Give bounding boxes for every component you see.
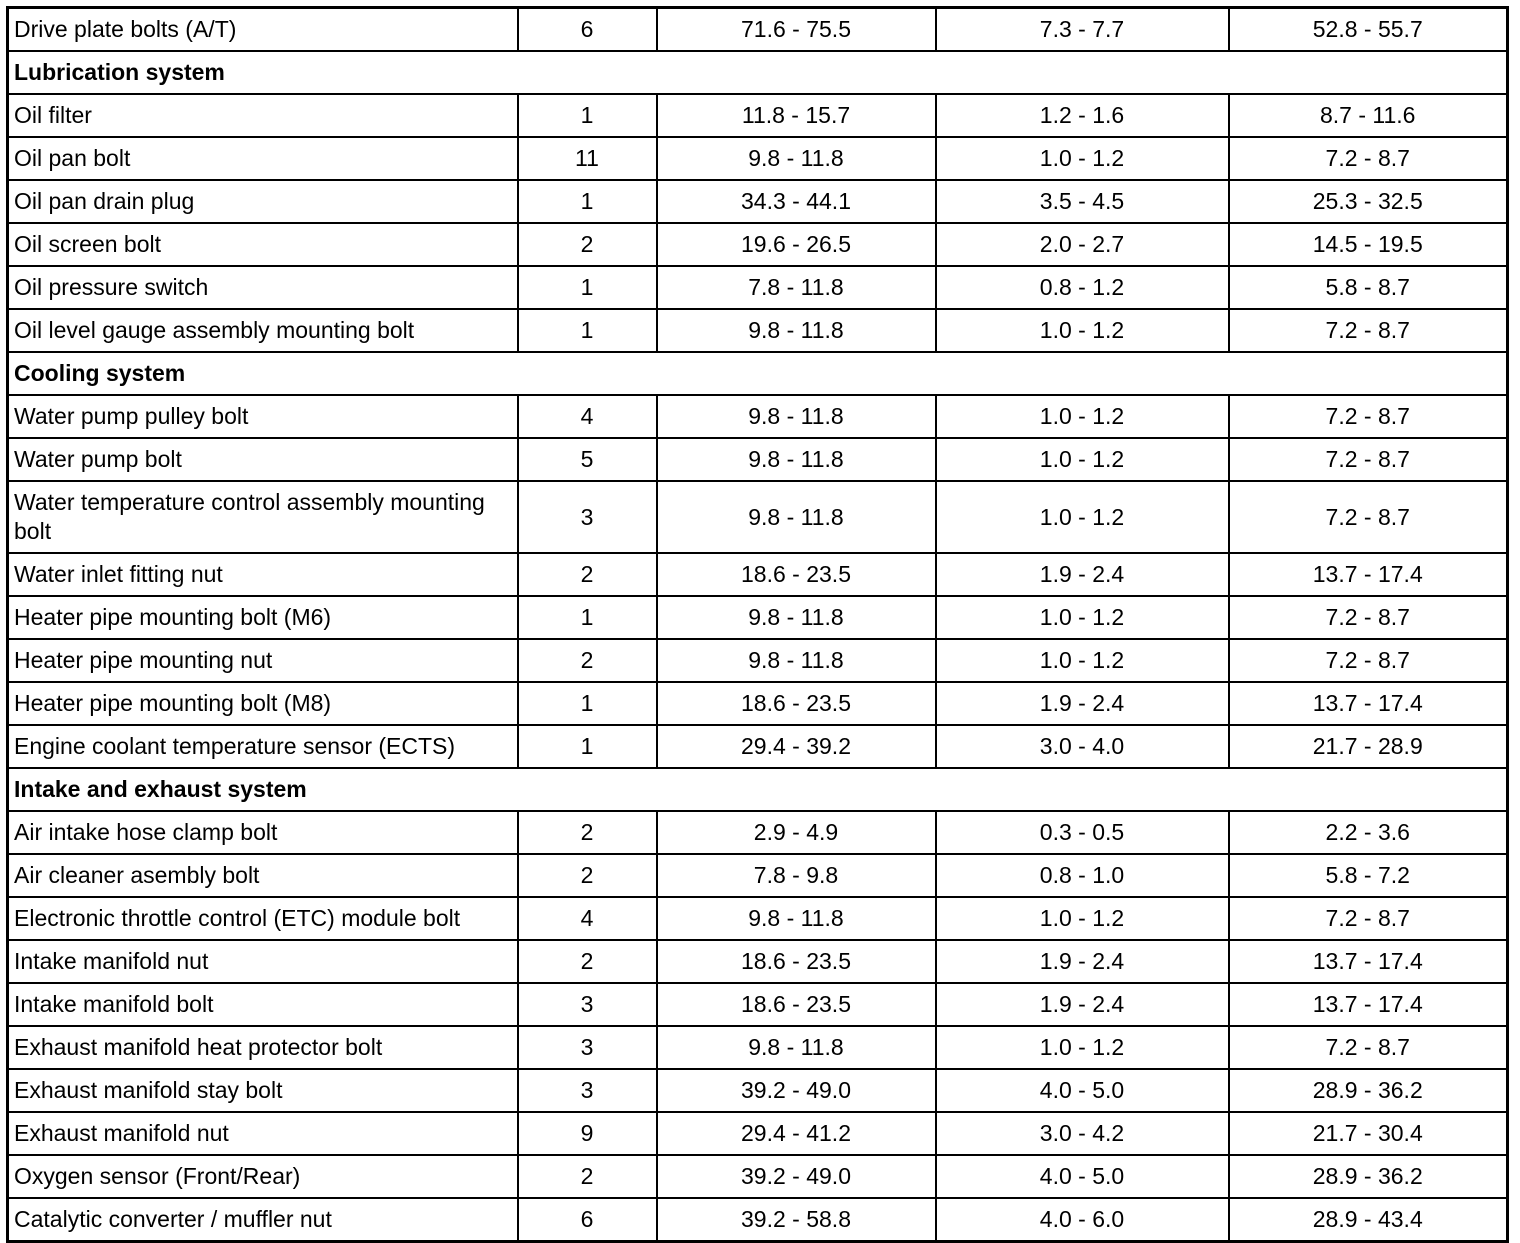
torque-nm-cell: 9.8 - 11.8	[657, 639, 936, 682]
torque-kgfm-cell: 1.0 - 1.2	[936, 897, 1229, 940]
torque-lbft-cell: 13.7 - 17.4	[1229, 553, 1508, 596]
quantity-cell: 11	[518, 137, 657, 180]
torque-lbft-cell: 7.2 - 8.7	[1229, 309, 1508, 352]
torque-lbft-cell: 13.7 - 17.4	[1229, 682, 1508, 725]
torque-nm-cell: 18.6 - 23.5	[657, 940, 936, 983]
quantity-cell: 2	[518, 854, 657, 897]
torque-nm-cell: 39.2 - 49.0	[657, 1155, 936, 1198]
table-row	[8, 1112, 1508, 1155]
item-name-cell: Water inlet fitting nut	[8, 553, 518, 596]
torque-nm-cell: 18.6 - 23.5	[657, 983, 936, 1026]
table-row	[8, 854, 1508, 897]
section-title: Cooling system	[8, 352, 1508, 395]
torque-kgfm-cell: 1.0 - 1.2	[936, 137, 1229, 180]
torque-kgfm-cell: 1.0 - 1.2	[936, 1026, 1229, 1069]
torque-nm-cell: 7.8 - 9.8	[657, 854, 936, 897]
torque-kgfm-cell: 1.0 - 1.2	[936, 438, 1229, 481]
torque-nm-cell: 7.8 - 11.8	[657, 266, 936, 309]
section-title: Lubrication system	[8, 51, 1508, 94]
torque-lbft-cell: 7.2 - 8.7	[1229, 1026, 1508, 1069]
torque-nm-cell: 9.8 - 11.8	[657, 395, 936, 438]
item-name-cell: Intake manifold bolt	[8, 983, 518, 1026]
table-row	[8, 725, 1508, 768]
item-name-cell: Engine coolant temperature sensor (ECTS)	[8, 725, 518, 768]
table-row	[8, 266, 1508, 309]
section-header-row	[8, 352, 1508, 395]
table-row	[8, 1198, 1508, 1242]
torque-kgfm-cell: 0.8 - 1.0	[936, 854, 1229, 897]
torque-kgfm-cell: 1.0 - 1.2	[936, 395, 1229, 438]
table-row	[8, 94, 1508, 137]
torque-kgfm-cell: 1.0 - 1.2	[936, 596, 1229, 639]
torque-lbft-cell: 13.7 - 17.4	[1229, 983, 1508, 1026]
table-row	[8, 897, 1508, 940]
torque-lbft-cell: 28.9 - 36.2	[1229, 1155, 1508, 1198]
torque-nm-cell: 9.8 - 11.8	[657, 438, 936, 481]
torque-kgfm-cell: 0.3 - 0.5	[936, 811, 1229, 854]
torque-nm-cell: 2.9 - 4.9	[657, 811, 936, 854]
table-row	[8, 1155, 1508, 1198]
table-row	[8, 180, 1508, 223]
table-row	[8, 8, 1508, 52]
torque-lbft-cell: 7.2 - 8.7	[1229, 639, 1508, 682]
quantity-cell: 3	[518, 1069, 657, 1112]
quantity-cell: 1	[518, 725, 657, 768]
torque-kgfm-cell: 1.9 - 2.4	[936, 682, 1229, 725]
table-row	[8, 553, 1508, 596]
item-name-cell: Heater pipe mounting bolt (M8)	[8, 682, 518, 725]
quantity-cell: 1	[518, 596, 657, 639]
quantity-cell: 2	[518, 223, 657, 266]
torque-kgfm-cell: 1.9 - 2.4	[936, 553, 1229, 596]
table-row	[8, 682, 1508, 725]
torque-kgfm-cell: 1.0 - 1.2	[936, 481, 1229, 553]
quantity-cell: 2	[518, 639, 657, 682]
table-row	[8, 481, 1508, 553]
item-name-cell: Oil screen bolt	[8, 223, 518, 266]
item-name-cell: Air intake hose clamp bolt	[8, 811, 518, 854]
table-row	[8, 309, 1508, 352]
section-header-row	[8, 768, 1508, 811]
item-name-cell: Exhaust manifold nut	[8, 1112, 518, 1155]
quantity-cell: 2	[518, 553, 657, 596]
item-name-cell: Oil level gauge assembly mounting bolt	[8, 309, 518, 352]
item-name-cell: Air cleaner asembly bolt	[8, 854, 518, 897]
item-name-cell: Oil pan bolt	[8, 137, 518, 180]
torque-lbft-cell: 5.8 - 8.7	[1229, 266, 1508, 309]
quantity-cell: 4	[518, 897, 657, 940]
torque-nm-cell: 39.2 - 58.8	[657, 1198, 936, 1242]
item-name-cell: Water temperature control assembly mounting bolt	[8, 481, 518, 553]
item-name-cell: Catalytic converter / muffler nut	[8, 1198, 518, 1242]
torque-nm-cell: 9.8 - 11.8	[657, 897, 936, 940]
torque-kgfm-cell: 3.0 - 4.2	[936, 1112, 1229, 1155]
torque-lbft-cell: 14.5 - 19.5	[1229, 223, 1508, 266]
torque-nm-cell: 9.8 - 11.8	[657, 596, 936, 639]
item-name-cell: Exhaust manifold stay bolt	[8, 1069, 518, 1112]
torque-nm-cell: 34.3 - 44.1	[657, 180, 936, 223]
item-name-cell: Water pump bolt	[8, 438, 518, 481]
table-row	[8, 1069, 1508, 1112]
torque-lbft-cell: 7.2 - 8.7	[1229, 395, 1508, 438]
item-name-cell: Oil pan drain plug	[8, 180, 518, 223]
table-row	[8, 438, 1508, 481]
item-name-cell: Electronic throttle control (ETC) module bolt	[8, 897, 518, 940]
table-row	[8, 940, 1508, 983]
torque-lbft-cell: 25.3 - 32.5	[1229, 180, 1508, 223]
torque-lbft-cell: 7.2 - 8.7	[1229, 596, 1508, 639]
torque-kgfm-cell: 0.8 - 1.2	[936, 266, 1229, 309]
torque-lbft-cell: 7.2 - 8.7	[1229, 481, 1508, 553]
torque-lbft-cell: 5.8 - 7.2	[1229, 854, 1508, 897]
quantity-cell: 5	[518, 438, 657, 481]
torque-kgfm-cell: 1.0 - 1.2	[936, 309, 1229, 352]
torque-nm-cell: 29.4 - 41.2	[657, 1112, 936, 1155]
table-row	[8, 137, 1508, 180]
quantity-cell: 6	[518, 1198, 657, 1242]
quantity-cell: 2	[518, 940, 657, 983]
torque-nm-cell: 9.8 - 11.8	[657, 309, 936, 352]
table-row	[8, 811, 1508, 854]
quantity-cell: 6	[518, 8, 657, 52]
table-row	[8, 639, 1508, 682]
torque-lbft-cell: 13.7 - 17.4	[1229, 940, 1508, 983]
torque-lbft-cell: 21.7 - 28.9	[1229, 725, 1508, 768]
torque-nm-cell: 71.6 - 75.5	[657, 8, 936, 52]
quantity-cell: 9	[518, 1112, 657, 1155]
torque-kgfm-cell: 1.9 - 2.4	[936, 940, 1229, 983]
item-name-cell: Heater pipe mounting nut	[8, 639, 518, 682]
torque-nm-cell: 19.6 - 26.5	[657, 223, 936, 266]
item-name-cell: Oil pressure switch	[8, 266, 518, 309]
torque-kgfm-cell: 4.0 - 6.0	[936, 1198, 1229, 1242]
torque-kgfm-cell: 1.2 - 1.6	[936, 94, 1229, 137]
torque-spec-table	[6, 6, 1509, 1243]
item-name-cell: Water pump pulley bolt	[8, 395, 518, 438]
section-header-row	[8, 51, 1508, 94]
item-name-cell: Heater pipe mounting bolt (M6)	[8, 596, 518, 639]
quantity-cell: 3	[518, 1026, 657, 1069]
torque-lbft-cell: 8.7 - 11.6	[1229, 94, 1508, 137]
quantity-cell: 3	[518, 481, 657, 553]
torque-nm-cell: 29.4 - 39.2	[657, 725, 936, 768]
torque-lbft-cell: 21.7 - 30.4	[1229, 1112, 1508, 1155]
item-name-cell: Oil filter	[8, 94, 518, 137]
item-name-cell: Exhaust manifold heat protector bolt	[8, 1026, 518, 1069]
table-row	[8, 395, 1508, 438]
table-row	[8, 223, 1508, 266]
quantity-cell: 1	[518, 180, 657, 223]
quantity-cell: 4	[518, 395, 657, 438]
torque-kgfm-cell: 4.0 - 5.0	[936, 1155, 1229, 1198]
torque-nm-cell: 11.8 - 15.7	[657, 94, 936, 137]
quantity-cell: 2	[518, 1155, 657, 1198]
quantity-cell: 1	[518, 682, 657, 725]
item-name-cell: Oxygen sensor (Front/Rear)	[8, 1155, 518, 1198]
torque-nm-cell: 18.6 - 23.5	[657, 682, 936, 725]
torque-table-body	[8, 8, 1508, 1242]
torque-kgfm-cell: 1.9 - 2.4	[936, 983, 1229, 1026]
torque-nm-cell: 39.2 - 49.0	[657, 1069, 936, 1112]
torque-lbft-cell: 7.2 - 8.7	[1229, 897, 1508, 940]
torque-kgfm-cell: 1.0 - 1.2	[936, 639, 1229, 682]
quantity-cell: 1	[518, 266, 657, 309]
torque-kgfm-cell: 3.0 - 4.0	[936, 725, 1229, 768]
torque-nm-cell: 9.8 - 11.8	[657, 481, 936, 553]
section-title: Intake and exhaust system	[8, 768, 1508, 811]
quantity-cell: 1	[518, 309, 657, 352]
torque-lbft-cell: 52.8 - 55.7	[1229, 8, 1508, 52]
torque-nm-cell: 9.8 - 11.8	[657, 1026, 936, 1069]
quantity-cell: 2	[518, 811, 657, 854]
torque-lbft-cell: 7.2 - 8.7	[1229, 438, 1508, 481]
torque-nm-cell: 9.8 - 11.8	[657, 137, 936, 180]
torque-kgfm-cell: 3.5 - 4.5	[936, 180, 1229, 223]
quantity-cell: 3	[518, 983, 657, 1026]
quantity-cell: 1	[518, 94, 657, 137]
torque-lbft-cell: 2.2 - 3.6	[1229, 811, 1508, 854]
torque-lbft-cell: 28.9 - 36.2	[1229, 1069, 1508, 1112]
torque-kgfm-cell: 7.3 - 7.7	[936, 8, 1229, 52]
torque-kgfm-cell: 2.0 - 2.7	[936, 223, 1229, 266]
table-row	[8, 1026, 1508, 1069]
table-row	[8, 983, 1508, 1026]
item-name-cell: Intake manifold nut	[8, 940, 518, 983]
torque-lbft-cell: 28.9 - 43.4	[1229, 1198, 1508, 1242]
torque-lbft-cell: 7.2 - 8.7	[1229, 137, 1508, 180]
torque-nm-cell: 18.6 - 23.5	[657, 553, 936, 596]
item-name-cell: Drive plate bolts (A/T)	[8, 8, 518, 52]
torque-kgfm-cell: 4.0 - 5.0	[936, 1069, 1229, 1112]
table-row	[8, 596, 1508, 639]
